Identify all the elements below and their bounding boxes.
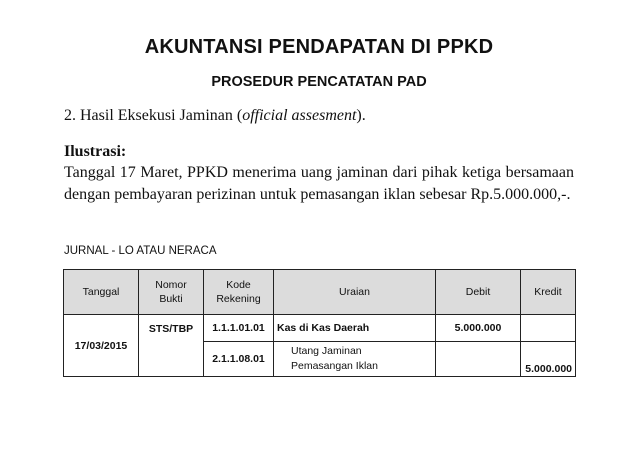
- point-prefix: 2. Hasil Eksekusi Jaminan (: [64, 107, 243, 124]
- illustration-text: Tanggal 17 Maret, PPKD menerima uang jaminan dari pihak ketiga bersamaan dengan pembayaran perizinan untuk pemasangan iklan sebesar Rp.5.000.000,-.: [64, 164, 574, 203]
- point-heading: [64, 107, 584, 125]
- cell-kredit: [521, 315, 576, 342]
- header-kode-rekening-text: Kode Rekening: [216, 279, 261, 305]
- cell-uraian-line-2: Pemasangan Iklan: [291, 360, 378, 372]
- header-tanggal: Tanggal: [64, 270, 139, 315]
- point-emphasis: official assesment: [242, 107, 357, 124]
- cell-kode-rekening: 2.1.1.08.01: [204, 342, 274, 377]
- cell-debit: 5.000.000: [436, 315, 521, 342]
- illustration-label: Ilustrasi:: [64, 143, 127, 160]
- journal-table: [63, 269, 576, 377]
- cell-debit: [436, 342, 521, 377]
- header-nomor-bukti-text: Nomor Bukti: [155, 279, 187, 305]
- page-title: AKUNTANSI PENDAPATAN DI PPKD: [144, 36, 494, 58]
- cell-uraian: [274, 342, 436, 377]
- cell-tanggal: 17/03/2015: [64, 315, 139, 377]
- table-row: [64, 315, 576, 342]
- header-kode-rekening: [204, 270, 274, 315]
- header-nomor-bukti: [139, 270, 204, 315]
- point-suffix: ).: [356, 107, 366, 124]
- header-debit: Debit: [436, 270, 521, 315]
- cell-uraian: Kas di Kas Daerah: [274, 315, 436, 342]
- cell-nomor-bukti: STS/TBP: [139, 315, 204, 377]
- page-subtitle: PROSEDUR PENCATATAN PAD: [211, 74, 427, 90]
- cell-kredit: 5.000.000: [521, 342, 576, 377]
- journal-header-row: [64, 270, 576, 315]
- journal-label: JURNAL - LO ATAU NERACA: [64, 245, 217, 257]
- header-kredit: Kredit: [521, 270, 576, 315]
- cell-uraian-line-1: Utang Jaminan: [291, 345, 362, 357]
- header-uraian: Uraian: [274, 270, 436, 315]
- cell-kode-rekening: 1.1.1.01.01: [204, 315, 274, 342]
